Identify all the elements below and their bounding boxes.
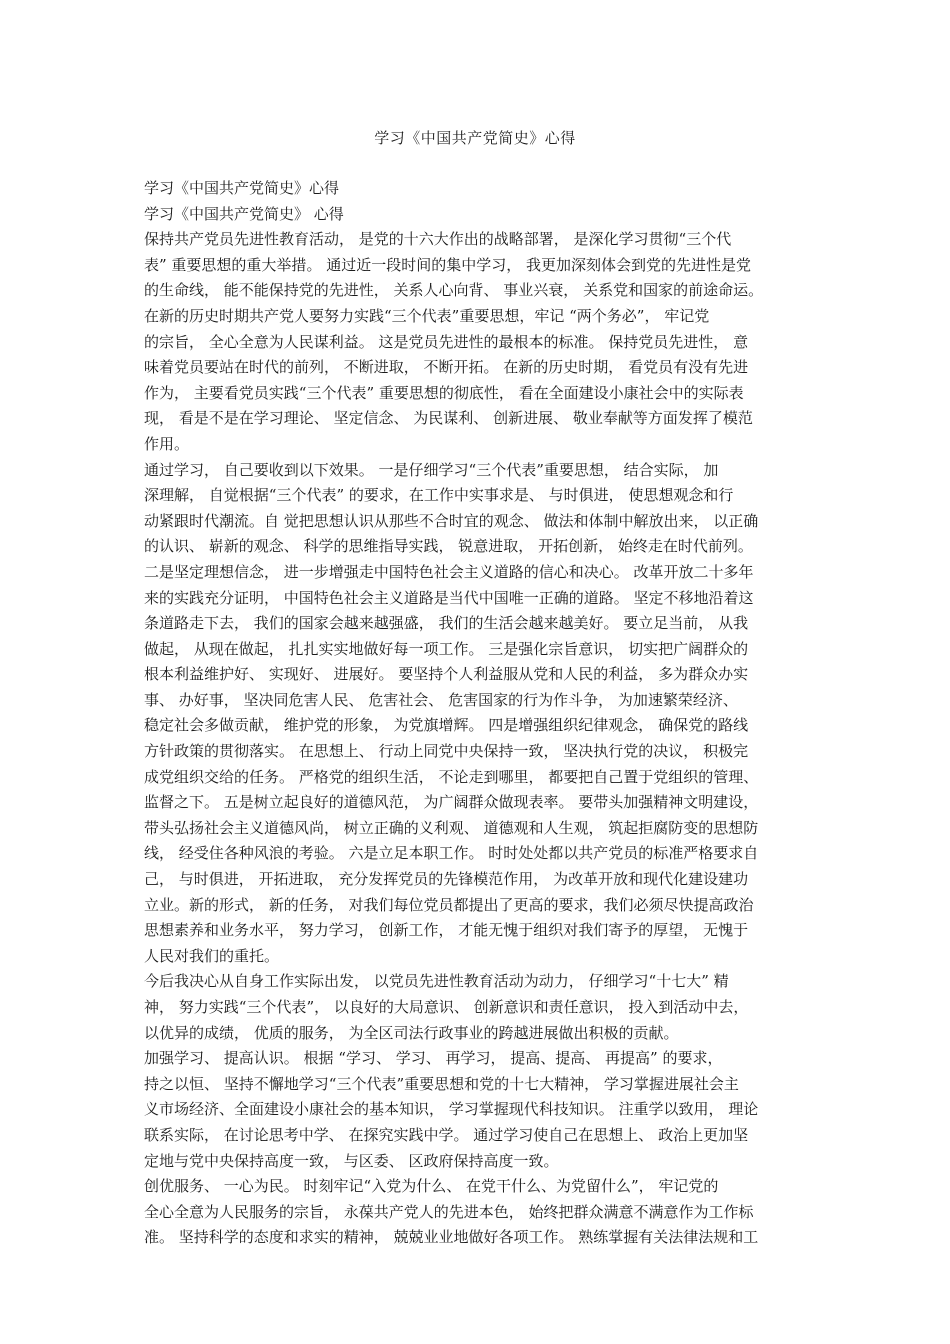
body-line: 义市场经济、全面建设小康社会的基本知识， 学习掌握现代科技知识。 注重学以致用， 理论 <box>144 1100 759 1119</box>
body-line: 成党组织交给的任务。 严格党的组织生活， 不论走到哪里， 都要把自己置于党组织的管理、 <box>144 767 759 786</box>
body-line: 根本利益维护好、 实现好、 进展好。 要坚持个人利益服从党和人民的利益， 多为群众办实 <box>144 665 749 684</box>
body-line: 神， 努力实践“三个代表”， 以良好的大局意识、 创新意识和责任意识， 投入到活动中去， <box>144 998 749 1016</box>
body-line: 带头弘扬社会主义道德风尚， 树立正确的义利观、 道德观和人生观， 筑起拒腐防变的思想防 <box>144 818 759 837</box>
body-line: 表” 重要思想的重大举措。 通过近一段时间的集中学习， 我更加深刻体会到党的先进性是党 <box>144 255 751 274</box>
body-line: 的生命线， 能不能保持党的先进性， 关系人心向背、 事业兴衰， 关系党和国家的前途命运。 <box>144 281 764 300</box>
body-line: 味着党员要站在时代的前列， 不断进取， 不断开拓。 在新的历史时期， 看党员有没有先进 <box>144 358 749 377</box>
body-line: 加强学习、 提高认识。 根据 “学习、 学习、 再学习， 提高、提高、 再提高” 的要求， <box>144 1049 723 1068</box>
body-line: 监督之下。 五是树立起良好的道德风范， 为广阔群众做现表率。 要带头加强精神文明建设， <box>144 793 759 812</box>
document-body <box>144 176 824 1251</box>
body-line: 学习《中国共产党简史》心得 <box>144 179 340 197</box>
body-line: 做起， 从现在做起， 扎扎实实地做好每一项工作。 三是强化宗旨意识， 切实把广阔群众的 <box>144 639 749 658</box>
body-line: 创优服务、 一心为民。 时刻牢记“入党为什么、 在党干什么、为党留什么”， 牢记党的 <box>144 1177 719 1196</box>
body-line: 作为， 主要看党员实践“三个代表” 重要思想的彻底性， 看在全面建设小康社会中的实际表 <box>144 383 744 402</box>
body-line: 学习《中国共产党简史》 心得 <box>144 204 344 223</box>
body-line: 通过学习， 自己要收到以下效果。 一是仔细学习“三个代表”重要思想， 结合实际， 加 <box>144 460 719 479</box>
body-line: 作用。 <box>144 434 190 453</box>
body-line: 线， 经受住各种风浪的考验。 六是立足本职工作。 时时处处都以共产党员的标准严格要求自 <box>144 844 759 863</box>
body-line: 思想素养和业务水平， 努力学习， 创新工作， 才能无愧于组织对我们寄予的厚望， 无愧于 <box>144 921 749 940</box>
body-line: 联系实际， 在讨论思考中学、 在探究实践中学。 通过学习使自己在思想上、 政治上更加坚 <box>144 1125 749 1144</box>
body-line: 定地与党中央保持高度一致， 与区委、 区政府保持高度一致。 <box>144 1151 559 1170</box>
body-line: 保持共产党员先进性教育活动， 是党的十六大作出的战略部署， 是深化学习贯彻“三个代 <box>144 230 732 249</box>
body-line: 持之以恒、 坚持不懈地学习“三个代表”重要思想和党的十七大精神， 学习掌握进展社会主 <box>144 1074 739 1093</box>
body-line: 事、 办好事， 坚决同危害人民、 危害社会、 危害国家的行为作斗争， 为加速繁荣经济、 <box>144 690 738 709</box>
body-line: 二是坚定理想信念， 进一步增强走中国特色社会主义道路的信心和决心。 改革开放二十多年 <box>144 562 754 581</box>
body-line: 在新的历史时期共产党人要努力实践“三个代表”重要思想，牢记 “两个务必”， 牢记党 <box>144 306 710 325</box>
body-line: 全心全意为人民服务的宗旨， 永葆共产党人的先进本色， 始终把群众满意不满意作为工作标 <box>144 1202 754 1221</box>
body-line: 以优异的成绩， 优质的服务， 为全区司法行政事业的跨越进展做出积极的贡献。 <box>144 1023 679 1042</box>
body-line: 立业。新的形式， 新的任务， 对我们每位党员都提出了更高的要求，我们必须尽快提高政治 <box>144 895 754 914</box>
body-line: 的认识、 崭新的观念、 科学的思维指导实践， 锐意进取， 开拓创新， 始终走在时代前列。 <box>144 537 753 556</box>
body-line: 的宗旨， 全心全意为人民谋利益。 这是党员先进性的最根本的标准。 保持党员先进性， 意 <box>144 332 749 351</box>
body-line: 深理解， 自觉根据“三个代表” 的要求，在工作中实事求是、 与时俱进， 使思想观念和行 <box>144 486 734 505</box>
body-line: 己， 与时俱进， 开拓进取， 充分发挥党员的先锋模范作用， 为改革开放和现代化建设建功 <box>144 870 749 889</box>
body-line: 条道路走下去， 我们的国家会越来越强盛， 我们的生活会越来越美好。 要立足当前， 从我 <box>144 614 749 633</box>
body-line: 今后我决心从自身工作实际出发， 以党员先进性教育活动为动力， 仔细学习“十七大” 精 <box>144 972 729 991</box>
body-line: 动紧跟时代潮流。自 觉把思想认识从那些不合时宜的观念、 做法和体制中解放出来， 以正确 <box>144 511 759 530</box>
body-line: 人民对我们的重托。 <box>144 946 280 965</box>
body-line: 现， 看是不是在学习理论、 坚定信念、 为民谋利、 创新进展、 敬业奉献等方面发挥了模范 <box>144 409 753 428</box>
document-title: 学习《中国共产党简史》心得 <box>374 129 576 147</box>
body-line: 稳定社会多做贡献， 维护党的形象， 为党旗增辉。 四是增强组织纪律观念， 确保党的路线 <box>144 716 749 735</box>
body-line: 准。 坚持科学的态度和求实的精神， 兢兢业业地做好各项工作。 熟练掌握有关法律法规和工 <box>144 1228 759 1247</box>
body-line: 方针政策的贯彻落实。 在思想上、 行动上同党中央保持一致， 坚决执行党的决议， 积极完 <box>144 742 749 761</box>
body-line: 来的实践充分证明， 中国特色社会主义道路是当代中国唯一正确的道路。 坚定不移地沿着这 <box>144 588 754 607</box>
